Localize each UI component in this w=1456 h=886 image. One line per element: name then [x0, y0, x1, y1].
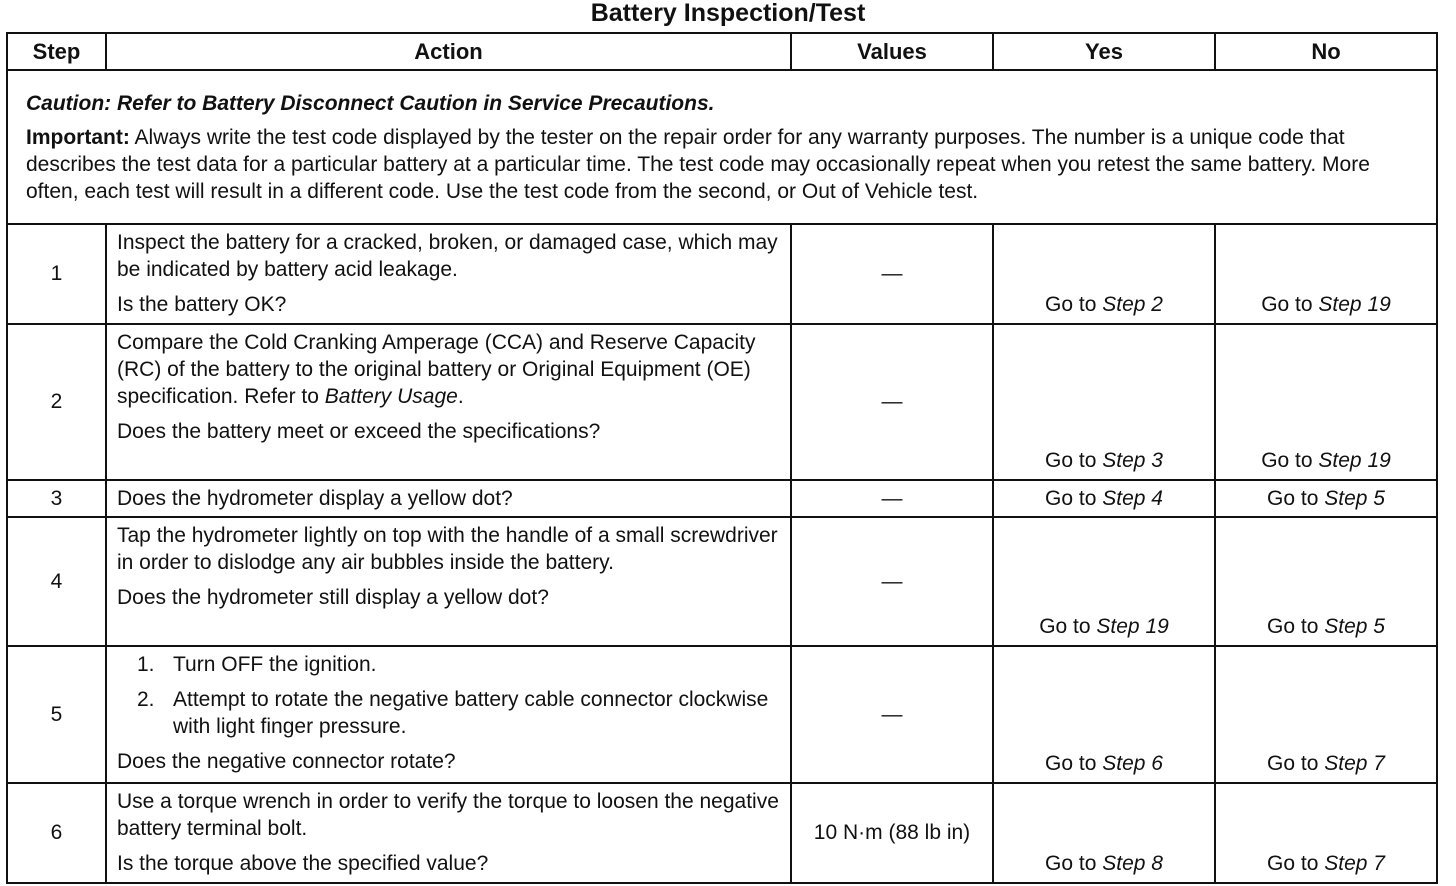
no-step-link: Step 5 — [1324, 486, 1385, 510]
yes-step-link: Step 4 — [1102, 486, 1163, 510]
goto-label: Go to — [1039, 615, 1091, 638]
notice-cell — [7, 70, 1437, 224]
step-action — [106, 480, 791, 517]
goto-label: Go to — [1261, 293, 1313, 316]
header-action: Action — [106, 33, 791, 70]
goto-label: Go to — [1267, 752, 1319, 775]
goto-label: Go to — [1045, 852, 1097, 875]
no-step-link: Step 19 — [1318, 449, 1391, 472]
action-question: Does the hydrometer display a yellow dot? — [117, 487, 513, 510]
yes-cell — [993, 646, 1215, 783]
step-number: 2 — [7, 324, 106, 480]
table-row — [7, 224, 1437, 324]
no-cell — [1215, 480, 1437, 517]
no-cell — [1215, 646, 1437, 783]
goto-label: Go to — [1045, 293, 1097, 316]
no-cell — [1215, 224, 1437, 324]
action-text: Compare the Cold Cranking Amperage (CCA) and Reserve Capacity (RC) of the battery to the original battery or Original Equipment (OE) specification. Refer to Battery Usage. — [117, 331, 756, 408]
goto-label: Go to — [1045, 449, 1097, 472]
step-value: — — [791, 517, 993, 646]
no-cell — [1215, 324, 1437, 480]
list-item-text: Attempt to rotate the negative battery cable connector clockwise with light finger pressure. — [173, 688, 769, 738]
step-value: — — [791, 324, 993, 480]
header-values: Values — [791, 33, 993, 70]
list-item-text: Turn OFF the ignition. — [173, 653, 377, 676]
no-cell — [1215, 517, 1437, 646]
yes-cell — [993, 783, 1215, 883]
step-value: — — [791, 646, 993, 783]
table-row — [7, 517, 1437, 646]
step-action — [106, 324, 791, 480]
inspection-table — [6, 32, 1438, 884]
goto-label: Go to — [1267, 615, 1319, 638]
step-value: 10 N·m (88 lb in) — [791, 783, 993, 883]
action-text: Use a torque wrench in order to verify the torque to loosen the negative battery terminal bolt. — [117, 790, 779, 840]
action-question: Does the battery meet or exceed the specifications? — [117, 420, 601, 443]
yes-step-link: Step 3 — [1102, 449, 1163, 472]
yes-cell — [993, 517, 1215, 646]
action-question: Is the battery OK? — [117, 293, 287, 316]
yes-step-link: Step 8 — [1102, 852, 1163, 875]
action-question: Is the torque above the specified value? — [117, 852, 489, 875]
notice-row — [7, 70, 1437, 224]
table-row — [7, 646, 1437, 783]
header-row — [7, 33, 1437, 70]
table-row — [7, 480, 1437, 517]
list-item — [117, 651, 780, 678]
step-value: — — [791, 224, 993, 324]
action-text: Inspect the battery for a cracked, broken, or damaged case, which may be indicated by battery acid leakage. — [117, 231, 778, 281]
caution-text: Caution: Refer to Battery Disconnect Caution in Service Precautions. — [26, 91, 715, 115]
action-question: Does the hydrometer still display a yellow dot? — [117, 586, 549, 609]
yes-cell — [993, 324, 1215, 480]
yes-step-link: Step 19 — [1096, 615, 1169, 638]
goto-label: Go to — [1045, 486, 1097, 510]
action-list — [117, 651, 780, 740]
step-number: 5 — [7, 646, 106, 783]
page-title: Battery Inspection/Test — [590, 0, 866, 27]
action-text-main: Compare the Cold Cranking Amperage (CCA) and Reserve Capacity (RC) of the battery to the original battery or Original Equipment (OE) specification. Refer to — [117, 331, 756, 408]
list-item-number: 1. — [137, 653, 155, 676]
important-label: Important: — [26, 125, 130, 149]
no-step-link: Step 5 — [1324, 615, 1385, 638]
step-number: 6 — [7, 783, 106, 883]
table-row — [7, 324, 1437, 480]
no-step-link: Step 7 — [1324, 852, 1385, 875]
step-action — [106, 646, 791, 783]
yes-step-link: Step 2 — [1102, 293, 1163, 316]
action-question: Does the negative connector rotate? — [117, 750, 456, 773]
header-step: Step — [7, 33, 106, 70]
goto-label: Go to — [1045, 752, 1097, 775]
important-text: Always write the test code displayed by the tester on the repair order for any warranty purposes. The number is a unique code that describes the test data for a particular battery at a particular time. The test code may occasionally repeat when you retest the same battery. More often, each test will result in a different code. Use the test code from the second, or Out of Vehicle test. — [26, 125, 1370, 203]
step-number: 1 — [7, 224, 106, 324]
yes-cell — [993, 480, 1215, 517]
header-no: No — [1215, 33, 1437, 70]
step-number: 4 — [7, 517, 106, 646]
step-value: — — [791, 480, 993, 517]
yes-step-link: Step 6 — [1102, 752, 1163, 775]
no-cell — [1215, 783, 1437, 883]
action-reference: Battery Usage — [324, 385, 458, 408]
table-row — [7, 783, 1437, 883]
list-item — [117, 686, 780, 740]
step-action — [106, 783, 791, 883]
yes-cell — [993, 224, 1215, 324]
goto-label: Go to — [1261, 449, 1313, 472]
no-step-link: Step 7 — [1324, 752, 1385, 775]
goto-label: Go to — [1267, 852, 1319, 875]
list-item-number: 2. — [137, 688, 155, 711]
no-step-link: Step 19 — [1318, 293, 1391, 316]
important-note — [8, 120, 1436, 211]
step-action — [106, 224, 791, 324]
step-action — [106, 517, 791, 646]
action-text: Tap the hydrometer lightly on top with the handle of a small screwdriver in order to dislodge any air bubbles inside the battery. — [117, 524, 778, 574]
step-number: 3 — [7, 480, 106, 517]
header-yes: Yes — [993, 33, 1215, 70]
goto-label: Go to — [1267, 486, 1319, 510]
